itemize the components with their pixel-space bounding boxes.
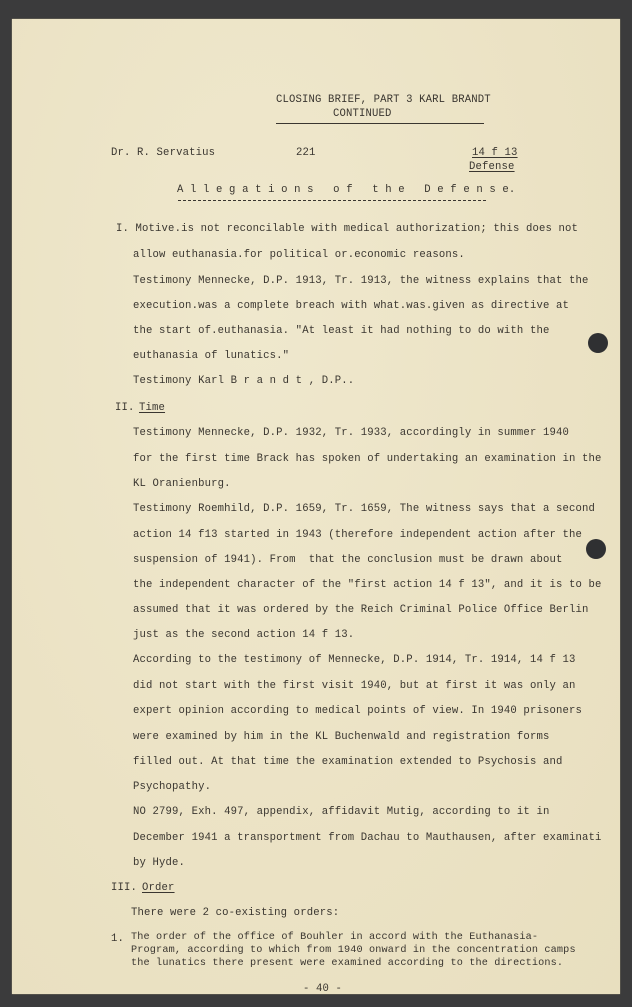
heading-dashes [178,200,486,201]
list-number: 1. [111,933,125,945]
body-line: did not start with the first visit 1940, but at first it was only an [133,680,576,692]
body-line: filled out. At that time the examination extended to Psychosis and [133,756,563,768]
title-underline [276,123,484,124]
body-line: NO 2799, Exh. 497, appendix, affidavit Mutig, according to it in [133,806,550,818]
section-heading: A l l e g a t i o n s o f t h e D e f e n s e. [177,184,516,196]
body-line: for the first time Brack has spoken of undertaking an examination in the [133,453,602,465]
body-line: suspension of 1941). From that the conclusion must be drawn about [133,554,563,566]
body-line: euthanasia of lunatics." [133,350,290,362]
body-line: execution.was a complete breach with what.was.given as directive at [133,300,569,312]
title-line-2: CONTINUED [333,108,392,120]
section-numeral: III. [111,882,138,894]
body-line: were examined by him in the KL Buchenwald and registration forms [133,731,550,743]
body-line: Psychopathy. [133,781,212,793]
punch-hole-icon [588,333,608,353]
section-heading-order: Order [142,882,175,894]
title-line-1: CLOSING BRIEF, PART 3 KARL BRANDT [276,94,491,106]
list-item-line: Program, according to which from 1940 onward in the concentration camps [131,945,576,956]
reference-code: 14 f 13 [472,147,518,159]
body-line: I. Motive.is not reconcilable with medical authorization; this does not [116,223,579,235]
body-line: the start of.euthanasia. "At least it had nothing to do with the [133,325,550,337]
list-item-line: the lunatics there present were examined according to the directions. [131,958,564,969]
body-line: KL Oranienburg. [133,478,231,490]
punch-hole-icon [586,539,606,559]
body-line: December 1941 a transportment from Dachau to Mauthausen, after examinati [133,832,602,844]
body-line: Testimony Mennecke, D.P. 1932, Tr. 1933, accordingly in summer 1940 [133,427,569,439]
document-page [12,19,620,994]
party-label: Defense [469,161,515,173]
section-numeral: II. [115,402,135,414]
body-line: There were 2 co-existing orders: [131,907,340,919]
document-number: 221 [296,147,316,159]
body-line: by Hyde. [133,857,186,869]
body-line: allow euthanasia.for political or.economic reasons. [133,249,465,261]
body-line: just as the second action 14 f 13. [133,629,355,641]
body-line: assumed that it was ordered by the Reich Criminal Police Office Berlin [133,604,589,616]
body-line: expert opinion according to medical points of view. In 1940 prisoners [133,705,583,717]
body-line: the independent character of the "first action 14 f 13", and it is to be [133,579,602,591]
page-number: - 40 - [303,983,343,995]
body-line: action 14 f13 started in 1943 (therefore independent action after the [133,529,583,541]
body-line: Testimony Mennecke, D.P. 1913, Tr. 1913, the witness explains that the [133,275,589,287]
body-line: According to the testimony of Mennecke, D.P. 1914, Tr. 1914, 14 f 13 [133,654,576,666]
body-line: Testimony Roemhild, D.P. 1659, Tr. 1659, The witness says that a second [133,503,596,515]
list-item-line: The order of the office of Bouhler in accord with the Euthanasia- [131,932,539,943]
section-heading-time: Time [139,402,166,414]
author: Dr. R. Servatius [111,147,216,159]
body-line: Testimony Karl B r a n d t , D.P.. [133,375,355,387]
